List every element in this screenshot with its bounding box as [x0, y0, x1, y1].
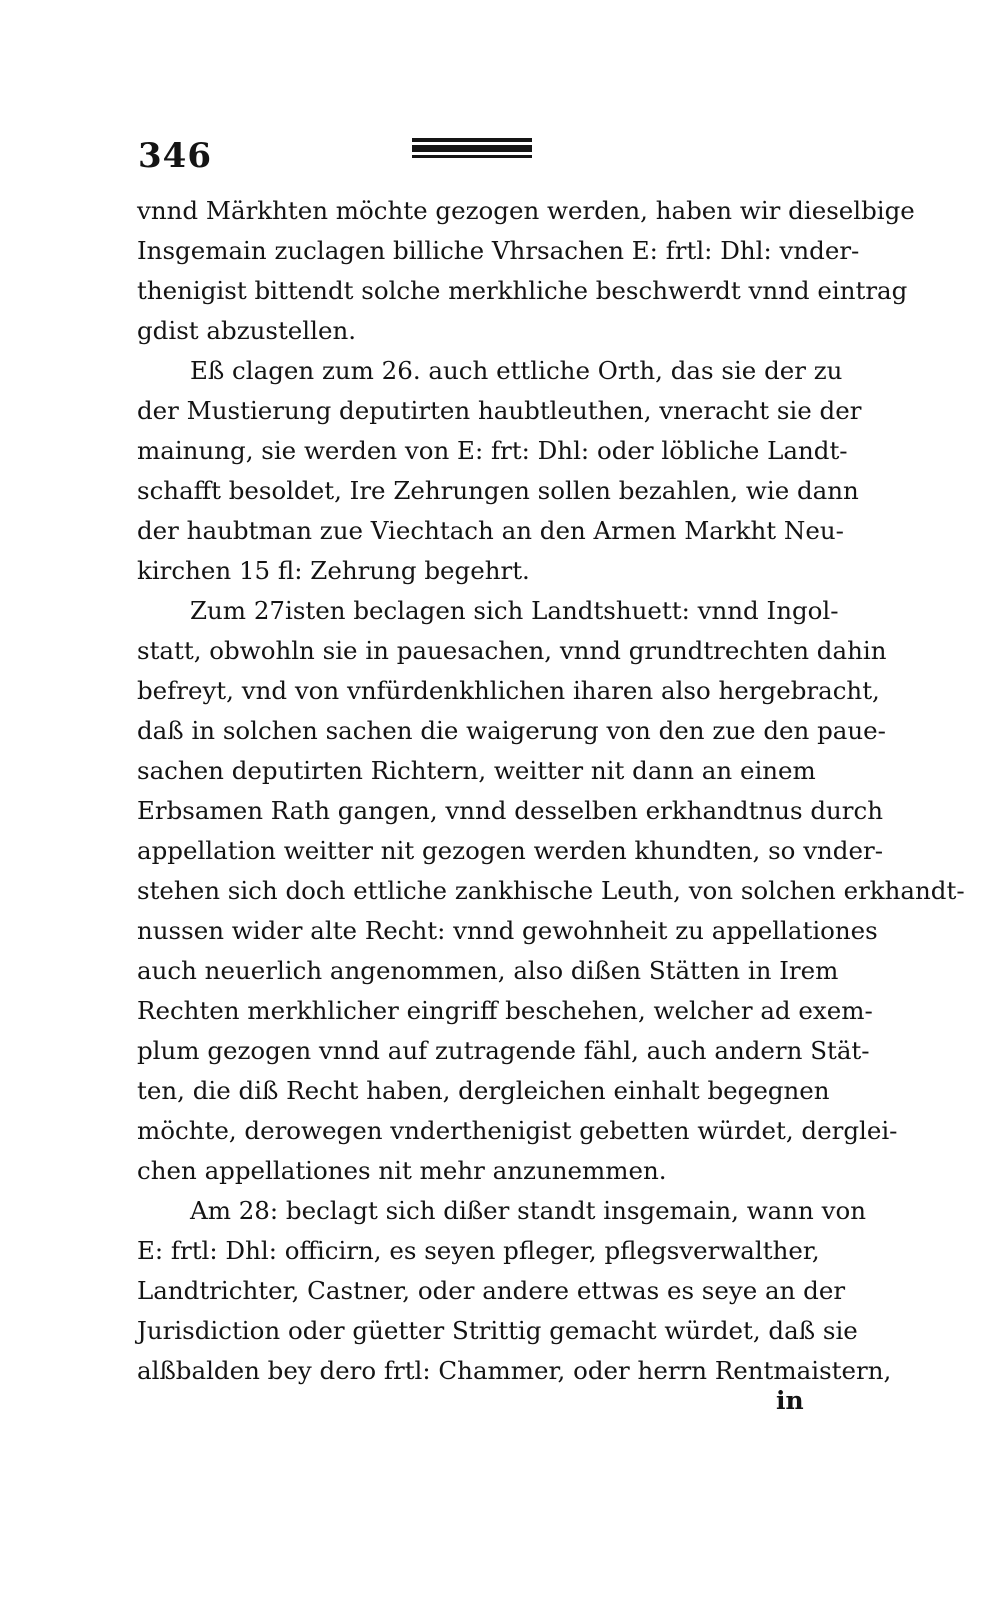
text-line: gdist abzustellen.	[137, 316, 357, 345]
text-line: Jurisdiction oder güetter Strittig gemacht würdet, daß sie	[137, 1316, 858, 1345]
text-line: daß in solchen sachen die waigerung von den zue den paue-	[137, 716, 886, 745]
header-rule-line	[412, 145, 532, 152]
text-line: auch neuerlich angenommen, also dißen Stätten in Irem	[137, 956, 839, 985]
text-line: vnnd Märkhten möchte gezogen werden, haben wir dieselbige	[137, 196, 915, 225]
text-line: sachen deputirten Richtern, weitter nit dann an einem	[137, 756, 816, 785]
text-line: appellation weitter nit gezogen werden khundten, so vnder-	[137, 836, 883, 865]
text-line: plum gezogen vnnd auf zutragende fähl, auch andern Stät-	[137, 1036, 870, 1065]
text-line: kirchen 15 fl: Zehrung begehrt.	[137, 556, 530, 585]
text-line: der Mustierung deputirten haubtleuthen, vneracht sie der	[137, 396, 862, 425]
header-rule-line	[412, 155, 532, 158]
text-line: mainung, sie werden von E: frt: Dhl: oder löbliche Landt-	[137, 436, 848, 465]
text-line: ten, die diß Recht haben, dergleichen einhalt begegnen	[137, 1076, 830, 1105]
text-line: schafft besoldet, Ire Zehrungen sollen bezahlen, wie dann	[137, 476, 859, 505]
text-line: alßbalden bey dero frtl: Chammer, oder herrn Rentmaistern,	[137, 1356, 892, 1385]
text-line: Landtrichter, Castner, oder andere ettwas es seye an der	[137, 1276, 846, 1305]
text-line: statt, obwohln sie in pauesachen, vnnd grundtrechten dahin	[137, 636, 887, 665]
page-number: 346	[138, 136, 212, 176]
catchword: in	[776, 1386, 804, 1415]
text-line: stehen sich doch ettliche zankhische Leuth, von solchen erkhandt-	[137, 876, 965, 905]
text-line: befreyt, vnd von vnfürdenkhlichen iharen also hergebracht,	[137, 676, 880, 705]
text-line: E: frtl: Dhl: officirn, es seyen pfleger, pflegsverwalther,	[137, 1236, 820, 1265]
header-rule-line	[412, 138, 532, 142]
text-line: Rechten merkhlicher eingriff beschehen, welcher ad exem-	[137, 996, 873, 1025]
text-line: nussen wider alte Recht: vnnd gewohnheit zu appellationes	[137, 916, 878, 945]
header-rule	[412, 138, 532, 160]
text-line: der haubtman zue Viechtach an den Armen Markht Neu-	[137, 516, 844, 545]
text-line: Insgemain zuclagen billiche Vhrsachen E: frtl: Dhl: vnder-	[137, 236, 860, 265]
text-line: Eß clagen zum 26. auch ettliche Orth, das sie der zu	[190, 356, 843, 385]
text-line: chen appellationes nit mehr anzunemmen.	[137, 1156, 667, 1185]
text-line: möchte, derowegen vnderthenigist gebetten würdet, derglei-	[137, 1116, 898, 1145]
text-line: thenigist bittendt solche merkhliche beschwerdt vnnd eintrag	[137, 276, 908, 305]
text-line: Am 28: beclagt sich dißer standt insgemain, wann von	[190, 1196, 866, 1225]
text-line: Erbsamen Rath gangen, vnnd desselben erkhandtnus durch	[137, 796, 884, 825]
text-line: Zum 27isten beclagen sich Landtshuett: vnnd Ingol-	[190, 596, 839, 625]
